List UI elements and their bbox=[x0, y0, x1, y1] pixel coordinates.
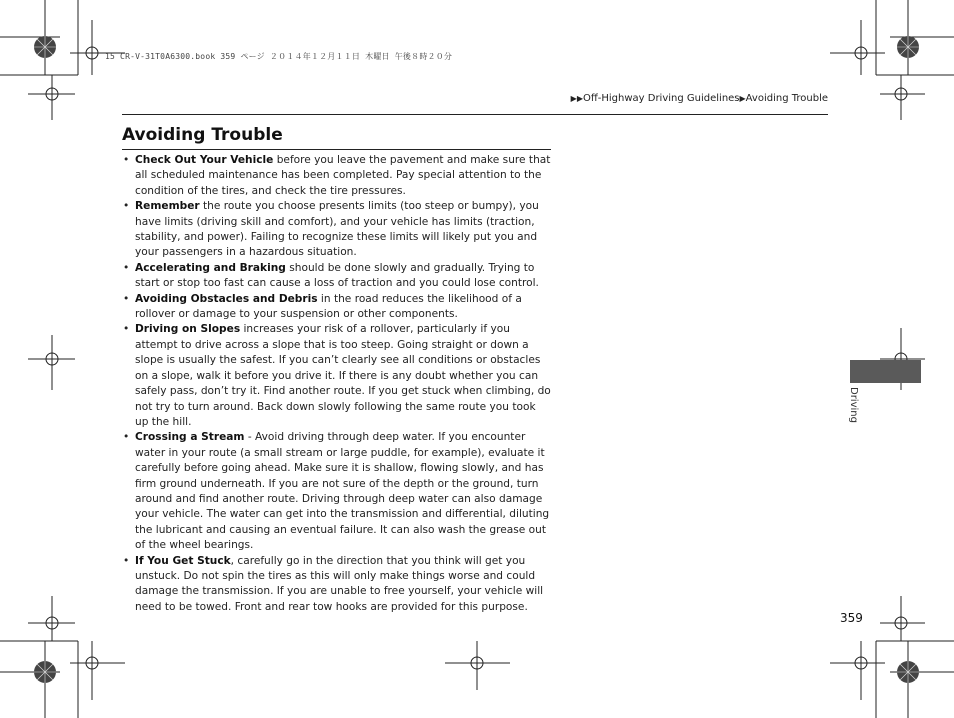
item-text: increases your risk of a rollover, particularly if you attempt to drive across a slope that is too steep. Going straight or down a slope is usually the safest. If you can’t clearly see all conditions or obstacles on a slope, walk it before you drive it. If there is any doubt whether you can safely pass, don’t try it. Find another route. If you get stuck when climbing, do not try to turn around. Back down slowly following the same route you took up the hill. bbox=[135, 323, 551, 428]
item-heading: Avoiding Obstacles and Debris bbox=[135, 292, 318, 305]
list-item bbox=[122, 153, 552, 199]
item-heading: If You Get Stuck bbox=[135, 554, 231, 567]
bullet-icon: • bbox=[123, 323, 130, 336]
bullet-icon: • bbox=[123, 554, 130, 567]
item-text: in the road reduces the likelihood of a rollover or damage to your suspension or other components. bbox=[135, 292, 522, 321]
body-content bbox=[122, 153, 552, 615]
item-text: , carefully go in the direction that you think will get you unstuck. Do not spin the tires as this will only make things worse and could damage the transmission. If you are unable to free yourself, your vehicle will need to be towed. Front and rear tow hooks are provided for this purpose. bbox=[135, 554, 544, 613]
chapter-tab-label: Driving bbox=[848, 387, 859, 423]
bullet-list bbox=[122, 153, 552, 615]
print-job-header: 15 CR-V-31T0A6300.book 359 ページ ２０１４年１２月１１日 木曜日 午後８時２０分 bbox=[105, 52, 453, 61]
bullet-icon: • bbox=[123, 200, 130, 213]
item-text: before you leave the pavement and make sure that all scheduled maintenance has been completed. Pay special attention to the condition of the tires, and check the tire pressures. bbox=[135, 154, 551, 197]
chapter-tab[interactable] bbox=[850, 360, 921, 383]
item-text: - Avoid driving through deep water. If you encounter water in your route (a small stream or large puddle, for example), evaluate it carefully before going ahead. Make sure it is shallow, flowing slowly, and has firm ground underneath. If you are not sure of the depth or the ground, turn around and find another route. Driving through deep water can also damage your vehicle. The water can get into the transmission and differential, diluting the lubricant and causing an eventual failure. It can also wash the grease out of the wheel bearings. bbox=[135, 431, 550, 552]
bullet-icon: • bbox=[123, 431, 130, 444]
header-divider bbox=[122, 114, 828, 115]
breadcrumb bbox=[571, 93, 828, 104]
list-item bbox=[122, 430, 552, 553]
item-heading: Check Out Your Vehicle bbox=[135, 154, 274, 166]
item-heading: Crossing a Stream bbox=[135, 431, 245, 444]
list-item bbox=[122, 292, 552, 323]
item-text: the route you choose presents limits (too steep or bumpy), you have limits (driving skill and comfort), and your vehicle has limits (traction, stability, and power). Failing to recognize these limits will likely put you and your passengers in a hazardous situation. bbox=[135, 200, 539, 259]
list-item bbox=[122, 261, 552, 292]
breadcrumb-separator-icon: ▶ bbox=[739, 94, 746, 103]
list-item bbox=[122, 199, 552, 261]
item-heading: Remember bbox=[135, 200, 200, 213]
breadcrumb-marker-icon: ▶▶ bbox=[570, 94, 583, 103]
item-heading: Accelerating and Braking bbox=[135, 261, 286, 274]
bullet-icon: • bbox=[123, 261, 130, 274]
page-title: Avoiding Trouble bbox=[122, 125, 283, 145]
breadcrumb-current: Avoiding Trouble bbox=[745, 93, 828, 104]
list-item bbox=[122, 322, 552, 430]
bullet-icon: • bbox=[123, 292, 130, 305]
breadcrumb-parent-link[interactable]: Off-Highway Driving Guidelines bbox=[582, 93, 740, 104]
title-divider bbox=[122, 149, 551, 150]
item-heading: Driving on Slopes bbox=[135, 323, 241, 336]
item-text: should be done slowly and gradually. Trying to start or stop too fast can cause a loss of traction and you could lose control. bbox=[135, 261, 539, 290]
list-item bbox=[122, 554, 552, 616]
page-number: 359 bbox=[840, 611, 863, 625]
bullet-icon: • bbox=[123, 154, 130, 166]
